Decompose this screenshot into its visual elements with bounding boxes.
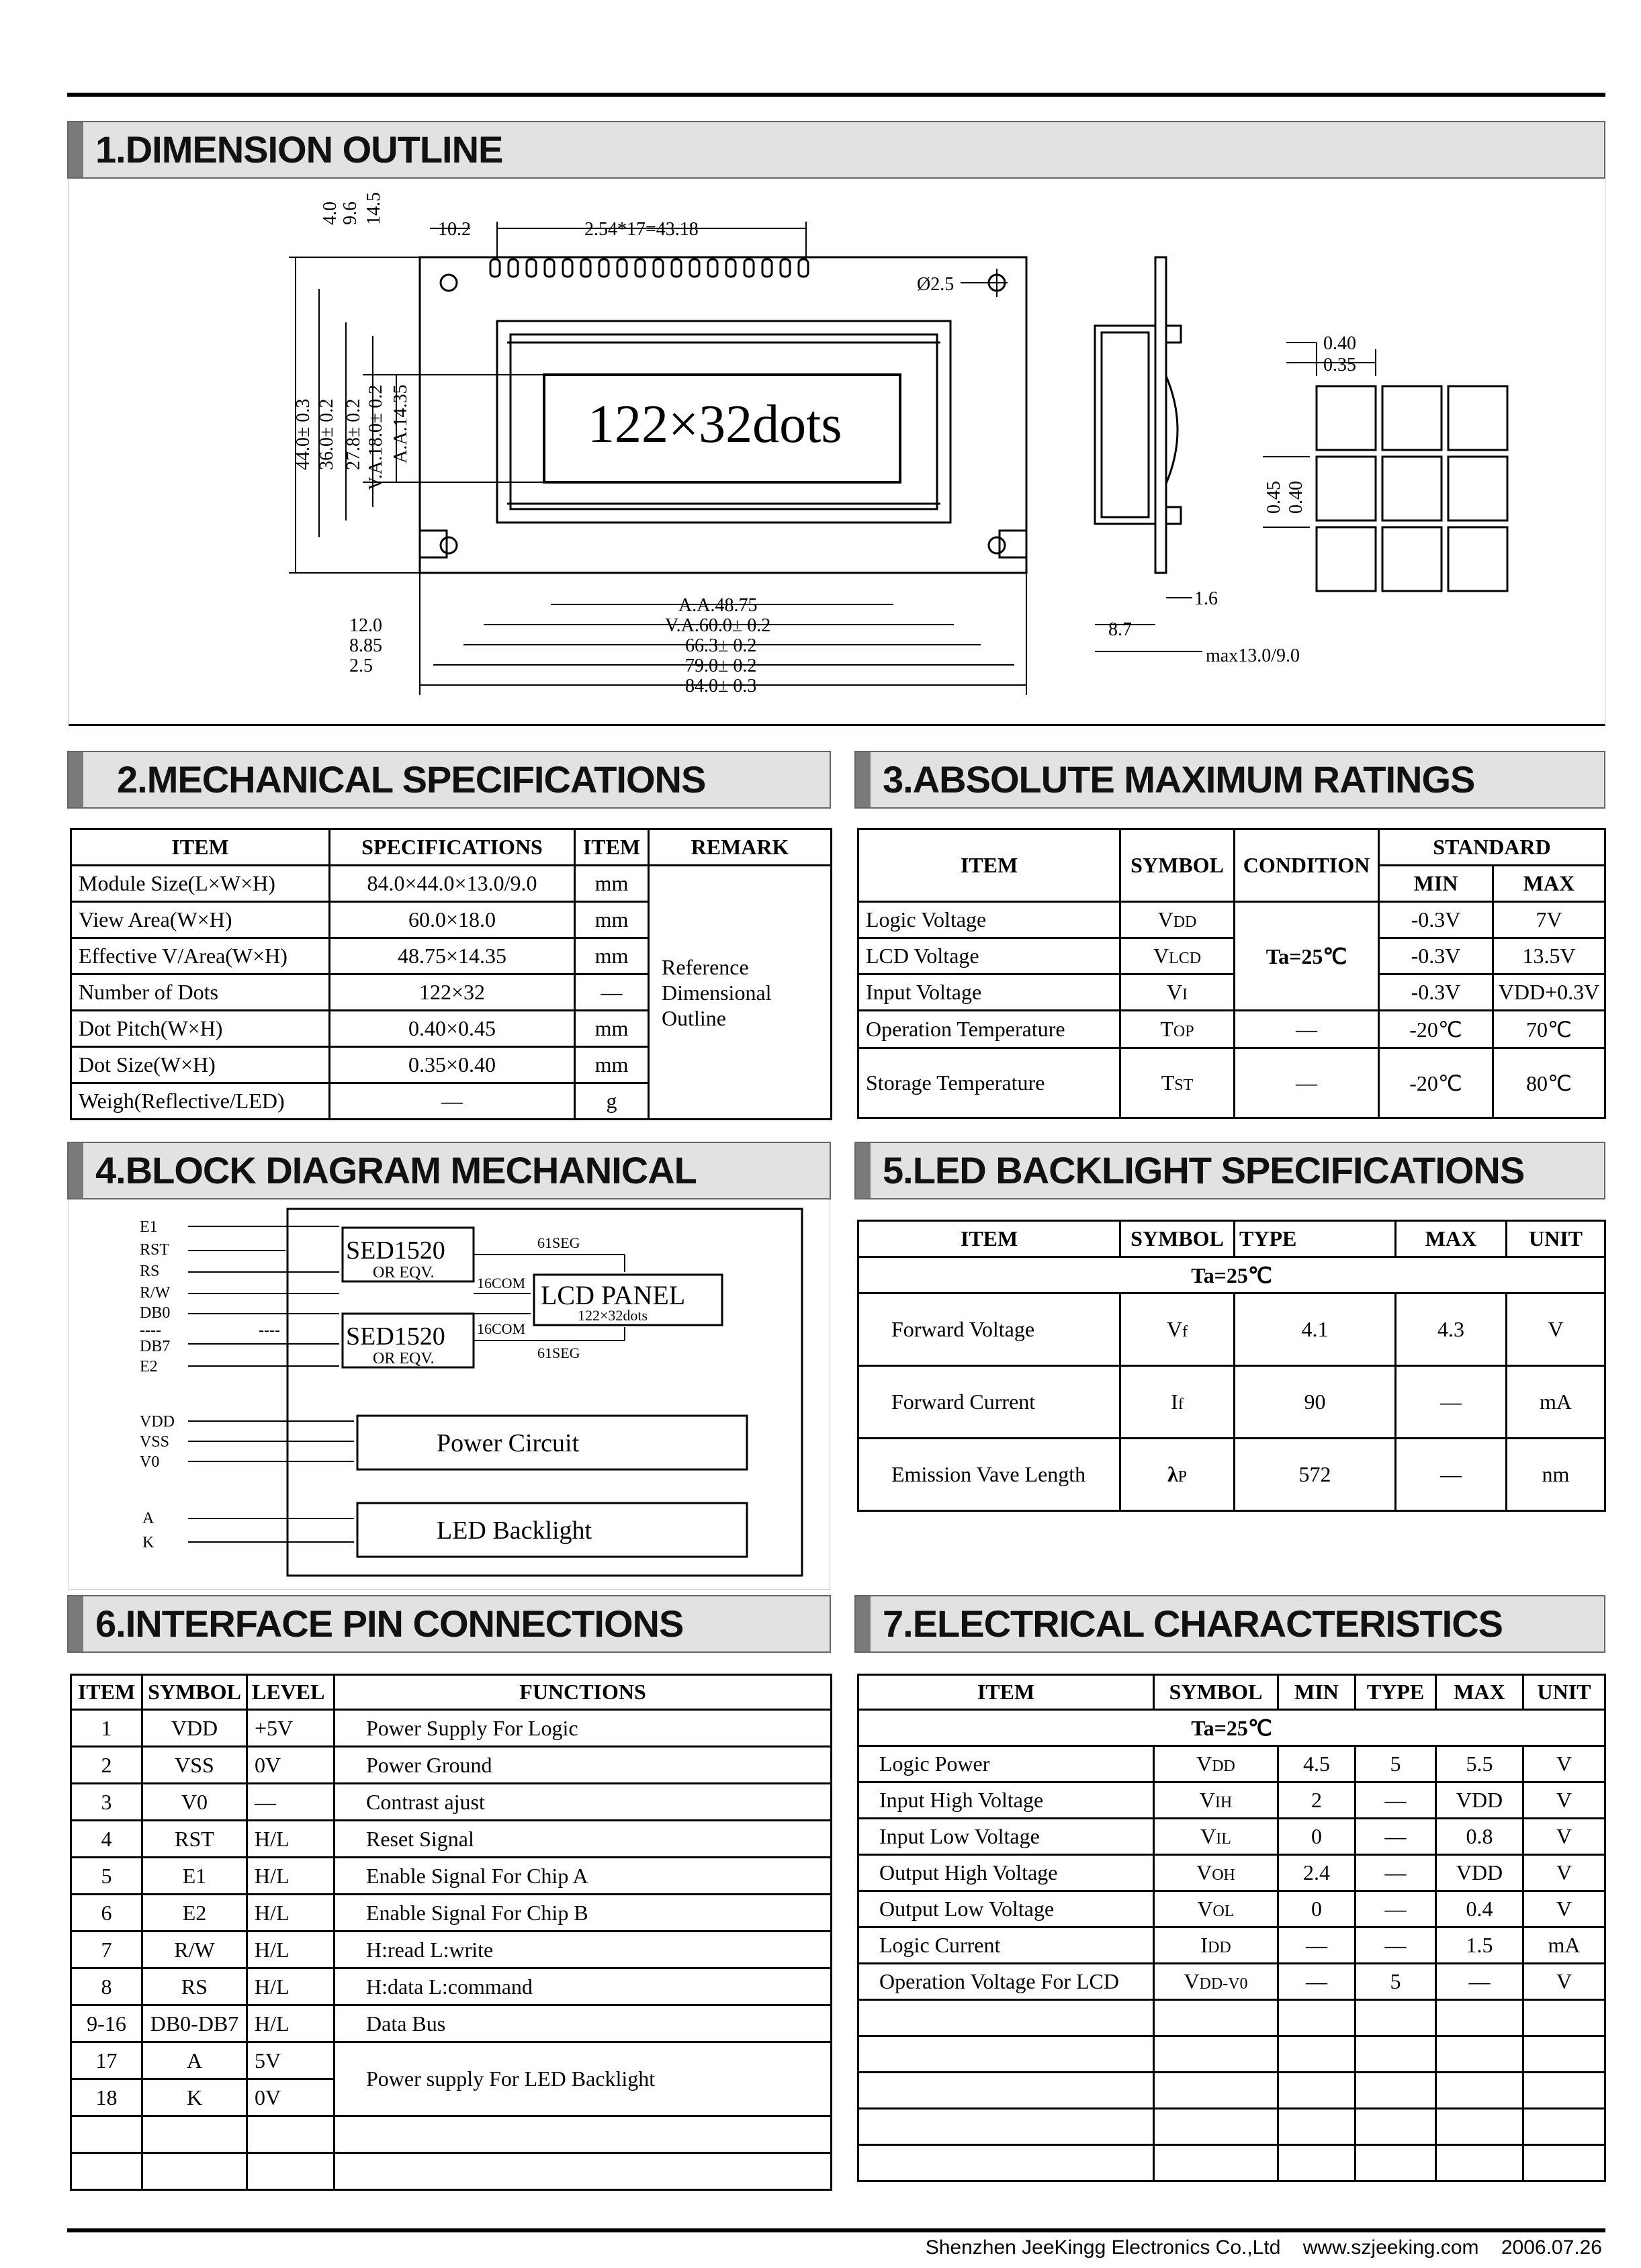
block-diagram (0, 1199, 833, 1589)
table-row: Input Voltage VI -0.3V VDD+0.3V (858, 974, 1605, 1011)
table-row: Dot Pitch(W×H) 0.40×0.45 mm (71, 1011, 832, 1047)
footer-date: 2006.07.26 (1501, 2236, 1602, 2259)
svg-text:27.8± 0.2: 27.8± 0.2 (343, 398, 364, 470)
svg-text:DB7: DB7 (140, 1338, 171, 1355)
table-row: Storage Temperature TST — -20℃ 80℃ (858, 1048, 1605, 1118)
footer-website: www.szjeeking.com (1302, 2236, 1479, 2259)
table-row: 4 RST H/L Reset Signal (71, 1821, 832, 1858)
table-row: Input High Voltage VIH 2 — VDD V (858, 1782, 1605, 1819)
bottom-rule (67, 2228, 1605, 2232)
dim-labels-bottom (349, 595, 770, 696)
svg-text:K: K (142, 1534, 154, 1551)
svg-text:SED1520: SED1520 (346, 1236, 445, 1265)
section-title: 7.ELECTRICAL CHARACTERISTICS (883, 1602, 1503, 1645)
display-resolution-label: 122×32dots (588, 395, 842, 454)
table-row: Operation Temperature TOP — -20℃ 70℃ (858, 1011, 1605, 1048)
svg-text:V0: V0 (140, 1453, 160, 1471)
block-input-labels (140, 1218, 280, 1551)
svg-text:----: ---- (140, 1322, 161, 1339)
table-row (858, 2000, 1605, 2036)
svg-text:12.0: 12.0 (349, 615, 382, 636)
dim-labels-vertical (293, 385, 411, 490)
table-row: Module Size(L×W×H) 84.0×44.0×13.0/9.0 mm Reference Dimensional Outline (71, 866, 832, 902)
svg-text:V.A.60.0± 0.2: V.A.60.0± 0.2 (665, 615, 771, 636)
svg-text:Ø2.5: Ø2.5 (917, 274, 955, 295)
svg-text:RST: RST (140, 1241, 170, 1259)
footer (926, 2236, 1602, 2259)
section-title: 4.BLOCK DIAGRAM MECHANICAL (95, 1149, 697, 1191)
pin-header (490, 259, 808, 277)
table-row: Logic Current IDD — — 1.5 mA (858, 1927, 1605, 1964)
svg-text:SED1520: SED1520 (346, 1322, 445, 1351)
svg-text:44.0± 0.3: 44.0± 0.3 (293, 398, 314, 470)
section-header-pins (67, 1595, 831, 1653)
svg-text:DB0: DB0 (140, 1304, 171, 1322)
table-row: Forward Current If 90 — mA (858, 1366, 1605, 1439)
section-title: 6.INTERFACE PIN CONNECTIONS (95, 1602, 684, 1645)
table-row (71, 2116, 832, 2153)
svg-text:RS: RS (140, 1263, 160, 1280)
svg-text:V.A.18.0± 0.2: V.A.18.0± 0.2 (365, 384, 386, 490)
section-header-electrical (854, 1595, 1605, 1653)
section-title: 3.ABSOLUTE MAXIMUM RATINGS (883, 758, 1475, 801)
svg-text:36.0± 0.2: 36.0± 0.2 (316, 398, 337, 470)
table-row (858, 2036, 1605, 2073)
side-labels (1108, 588, 1300, 666)
table-row: 17 A 5V Power supply For LED Backlight (71, 2042, 832, 2079)
svg-text:E2: E2 (140, 1358, 158, 1375)
table-row: 1 VDD +5V Power Supply For Logic (71, 1710, 832, 1747)
dot-detail (1263, 343, 1507, 591)
svg-text:E1: E1 (140, 1218, 158, 1236)
side-view (1095, 257, 1202, 651)
table-row (858, 2073, 1605, 2109)
svg-text:OR EQV.: OR EQV. (373, 1264, 435, 1281)
table-row: 2 VSS 0V Power Ground (71, 1747, 832, 1784)
section-header-absolute-max (854, 751, 1605, 809)
table-row: Number of Dots 122×32 — (71, 974, 832, 1011)
table-row: 6 E2 H/L Enable Signal For Chip B (71, 1895, 832, 1932)
svg-text:0.45: 0.45 (1263, 481, 1284, 514)
svg-text:61SEG: 61SEG (537, 1345, 580, 1361)
svg-text:8.7: 8.7 (1108, 619, 1132, 640)
svg-text:0.35: 0.35 (1323, 355, 1356, 375)
svg-text:14.5: 14.5 (363, 192, 384, 225)
section-title: 5.LED BACKLIGHT SPECIFICATIONS (883, 1149, 1525, 1191)
svg-text:4.0: 4.0 (320, 201, 341, 225)
table-row: Weigh(Reflective/LED) — g (71, 1083, 832, 1120)
pin-connections-table: ITEM SYMBOL LEVEL FUNCTIONS 1 VDD +5V Power Supply For Logic 2 VSS 0V Power Ground 3 V0 — Contrast ajust 4 RST H/L Reset Signal 5 E1 H/L Enable Signal For Chip A 6 E2 H/L Enable Signal For Chip B 7 R/W H/L H:read L:write 8 RS H/L H:data L:command 9-16 DB0-DB7 H/L Data Bus 17 A 5V Power supply For LED Backlight 18 K 0V (70, 1674, 832, 2191)
svg-text:16COM: 16COM (477, 1320, 526, 1337)
table-row: Logic Voltage VDD Ta=25℃ -0.3V 7V (858, 902, 1605, 938)
svg-text:2.54*17=43.18: 2.54*17=43.18 (584, 219, 699, 240)
section-header-block-diagram (67, 1142, 831, 1199)
svg-text:0.40: 0.40 (1323, 333, 1356, 354)
dimension-outline-drawing (0, 0, 1641, 725)
table-row: Dot Size(W×H) 0.35×0.40 mm (71, 1047, 832, 1083)
table-row: 7 R/W H/L H:read L:write (71, 1932, 832, 1968)
table-row (858, 2145, 1605, 2181)
svg-text:OR EQV.: OR EQV. (373, 1350, 435, 1367)
svg-text:0.40: 0.40 (1286, 481, 1306, 514)
table-row (858, 2109, 1605, 2145)
table-row: Input Low Voltage VIL 0 — 0.8 V (858, 1819, 1605, 1855)
svg-text:R/W: R/W (140, 1284, 171, 1302)
table-row: Logic Power VDD 4.5 5 5.5 V (858, 1746, 1605, 1782)
table-row: Operation Voltage For LCD VDD-V0 — 5 — V (858, 1964, 1605, 2000)
svg-text:16COM: 16COM (477, 1275, 526, 1291)
svg-text:79.0± 0.2: 79.0± 0.2 (685, 655, 757, 676)
table-row: 3 V0 — Contrast ajust (71, 1784, 832, 1821)
svg-text:61SEG: 61SEG (537, 1234, 580, 1251)
table-row (71, 2153, 832, 2190)
section-header-mechanical (67, 751, 831, 809)
svg-text:LED Backlight: LED Backlight (437, 1516, 592, 1545)
table-row: 18 K 0V (71, 2079, 832, 2116)
table-row: View Area(W×H) 60.0×18.0 mm (71, 902, 832, 938)
svg-text:VSS: VSS (140, 1433, 170, 1451)
mechanical-spec-table: ITEM SPECIFICATIONS ITEM REMARK Module Size(L×W×H) 84.0×44.0×13.0/9.0 mm Reference Dimensional Outline View Area(W×H) 60.0×18.0 mm Effective V/Area(W×H) 48.75×14.35 mm Number of Dots 122×32 — Dot Pitch(W×H) 0.40×0.45 mm Dot Size(W×H) 0.35×0.40 mm Weigh(Reflective/LED) — g (70, 828, 832, 1120)
svg-text:A: A (142, 1510, 154, 1527)
absolute-max-table: ITEM SYMBOL CONDITION STANDARD MIN MAX Logic Voltage VDD Ta=25℃ -0.3V 7V LCD Voltage VLCD -0.3V 13.5V Input Voltage VI -0.3V VDD+0.3V Operation Temperature TOP — -20℃ 70℃ Storage Temperature TST — -20℃ 80℃ (857, 828, 1606, 1119)
svg-text:max13.0/9.0: max13.0/9.0 (1206, 645, 1300, 666)
svg-text:VDD: VDD (140, 1413, 175, 1431)
svg-text:8.85: 8.85 (349, 635, 382, 656)
svg-text:Power Circuit: Power Circuit (437, 1429, 580, 1457)
svg-text:84.0± 0.3: 84.0± 0.3 (685, 676, 757, 696)
electrical-table: ITEM SYMBOL MIN TYPE MAX UNIT Ta=25℃ Logic Power VDD 4.5 5 5.5 V Input High Voltage VIH 2 — VDD V Input Low Voltage VIL 0 — 0.8 V Output High Voltage VOH 2.4 — VDD V Output Low Voltage VOL 0 — 0.4 V Logic Current IDD — — 1.5 mA Operation Voltage For LCD VDD-V0 — 5 — V (857, 1674, 1606, 2182)
table-row: 9-16 DB0-DB7 H/L Data Bus (71, 2005, 832, 2042)
table-row: 8 RS H/L H:data L:command (71, 1968, 832, 2005)
dim-labels-small (320, 192, 384, 225)
svg-text:10.2: 10.2 (438, 219, 471, 240)
dot-labels (1263, 333, 1356, 514)
led-backlight-table: ITEM SYMBOL TYPE MAX UNIT Ta=25℃ Forward Voltage Vf 4.1 4.3 V Forward Current If 90 — mA Emission Vave Length λP 572 — nm (857, 1220, 1606, 1512)
svg-text:2.5: 2.5 (349, 655, 373, 676)
table-row: Emission Vave Length λP 572 — nm (858, 1439, 1605, 1511)
table-row: Output Low Voltage VOL 0 — 0.4 V (858, 1891, 1605, 1927)
table-row: Output High Voltage VOH 2.4 — VDD V (858, 1855, 1605, 1891)
footer-company: Shenzhen JeeKingg Electronics Co.,Ltd (925, 2236, 1281, 2259)
table-row: Forward Voltage Vf 4.1 4.3 V (858, 1294, 1605, 1366)
svg-text:----: ---- (259, 1322, 280, 1339)
svg-text:66.3± 0.2: 66.3± 0.2 (685, 635, 757, 656)
section-title: 2.MECHANICAL SPECIFICATIONS (117, 758, 706, 801)
table-row: LCD Voltage VLCD -0.3V 13.5V (858, 938, 1605, 974)
svg-text:1.6: 1.6 (1194, 588, 1218, 609)
section-title: 1.DIMENSION OUTLINE (95, 128, 503, 171)
svg-text:LCD PANEL: LCD PANEL (541, 1280, 686, 1310)
table-row: 5 E1 H/L Enable Signal For Chip A (71, 1858, 832, 1895)
svg-text:122×32dots: 122×32dots (578, 1307, 648, 1324)
svg-text:9.6: 9.6 (340, 201, 361, 225)
block-box-labels (346, 1234, 685, 1545)
table-row: Effective V/Area(W×H) 48.75×14.35 mm (71, 938, 832, 974)
svg-text:A.A.48.75: A.A.48.75 (678, 595, 758, 616)
section-header-led (854, 1142, 1605, 1199)
svg-text:A.A.14.35: A.A.14.35 (390, 384, 411, 463)
